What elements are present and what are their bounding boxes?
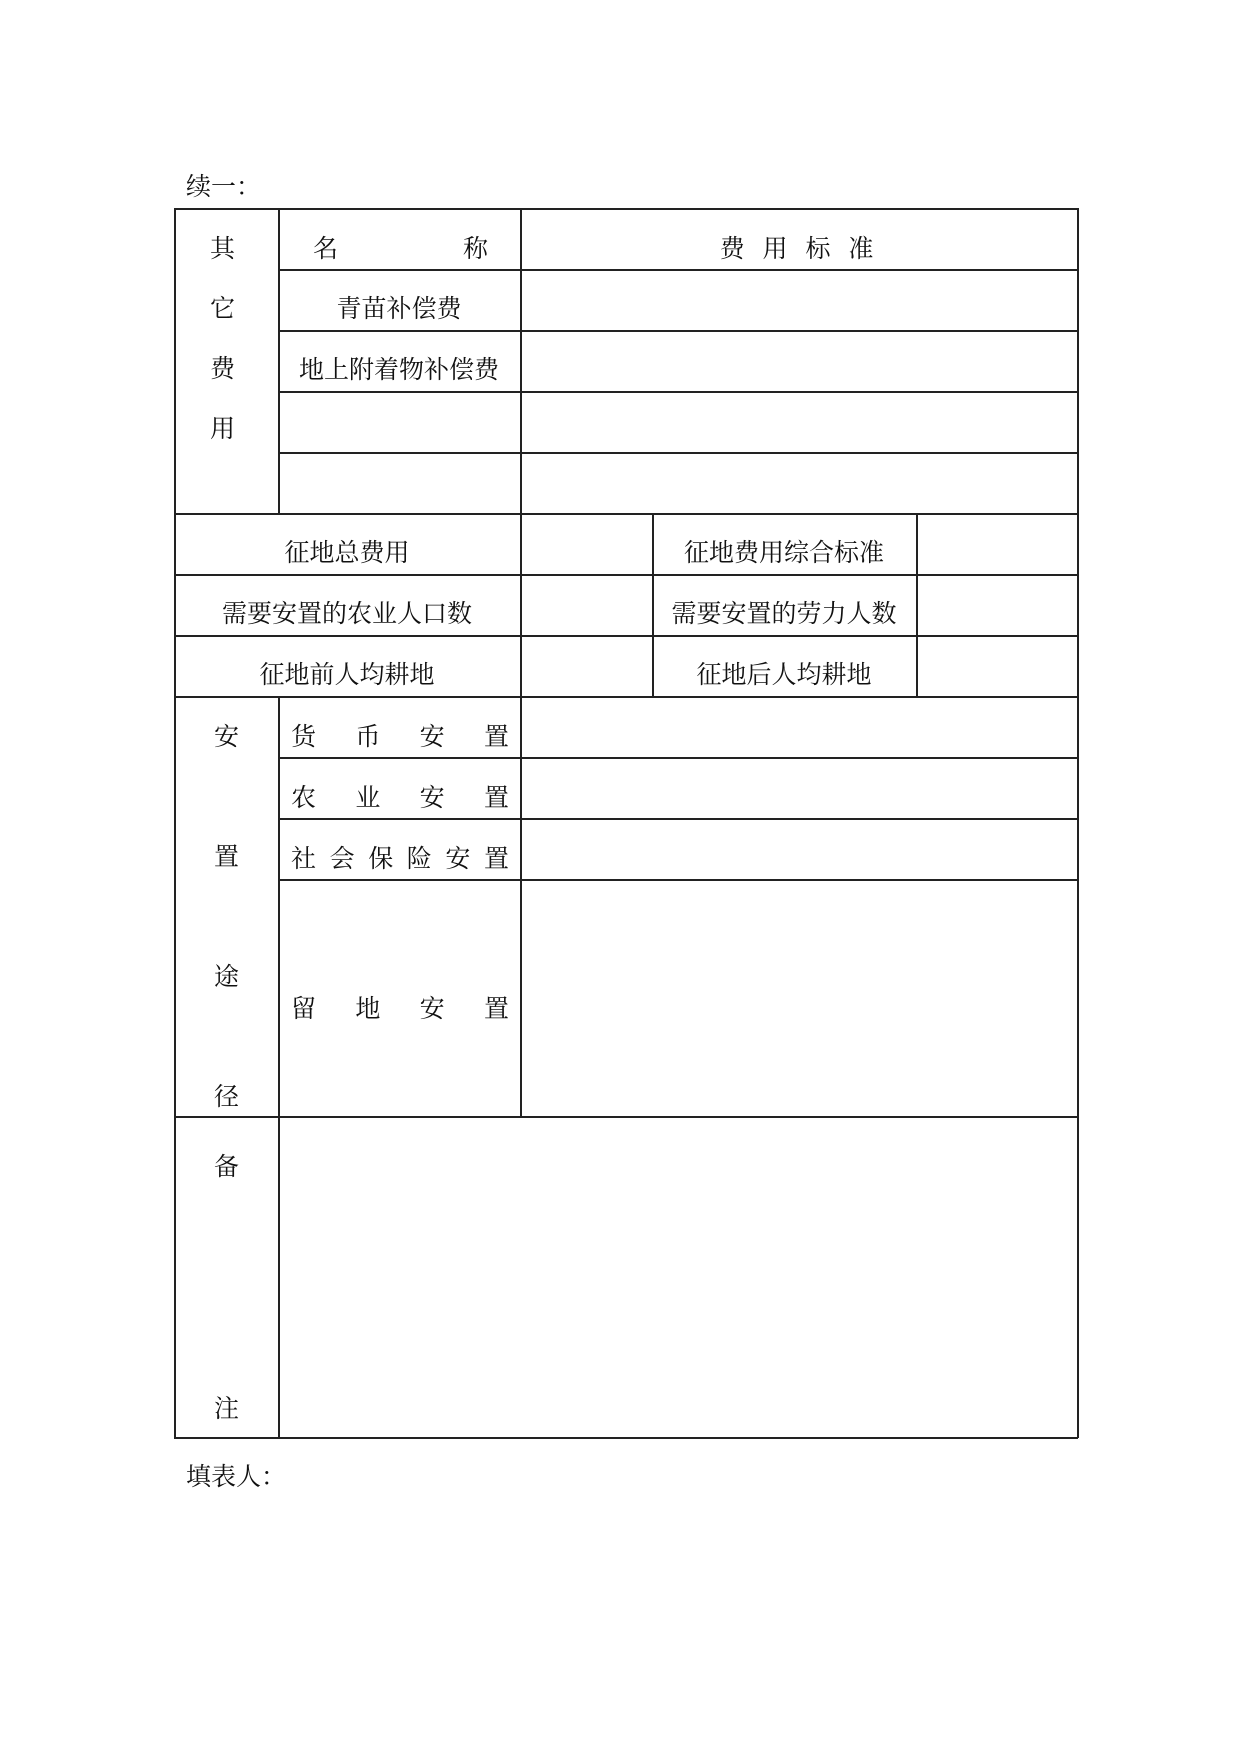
land-before-label: 征地前人均耕地 (259, 660, 435, 689)
resettlement-label-char: 径 (214, 1082, 240, 1111)
label-char: 币 (355, 722, 381, 751)
composite-standard-value[interactable] (917, 514, 1077, 574)
reserved-land-resettlement-value[interactable] (521, 880, 1077, 1116)
label-char: 货 (291, 722, 317, 751)
monetary-resettlement-value[interactable] (521, 697, 1077, 757)
fee-standard-column-header: 费 用 标 准 (719, 234, 879, 263)
fee-standard-value[interactable] (520, 453, 1077, 513)
total-fee-label: 征地总费用 (284, 538, 410, 567)
label-char: 会 (329, 844, 355, 873)
other-fees-label-char: 它 (210, 294, 236, 323)
label-char: 安 (419, 994, 445, 1023)
label-char: 农 (291, 783, 317, 812)
table-border-top (174, 208, 1078, 210)
resettlement-label-char: 途 (214, 962, 240, 991)
name-column-header (313, 234, 488, 264)
other-fees-label-char: 费 (210, 354, 236, 383)
label-char: 安 (445, 844, 471, 873)
remarks-label-char: 备 (214, 1152, 240, 1181)
label-char: 置 (483, 844, 509, 873)
label-char: 险 (406, 844, 432, 873)
agricultural-resettlement-label (291, 783, 509, 813)
fee-item-name-blank[interactable] (279, 453, 520, 513)
table-border-left (174, 208, 176, 1438)
remarks-value[interactable] (279, 1117, 1077, 1437)
label-char: 置 (483, 722, 509, 751)
other-fees-label-char: 其 (210, 234, 236, 263)
fee-item-name-blank[interactable] (279, 392, 520, 452)
agri-population-label: 需要安置的农业人口数 (221, 599, 472, 628)
fee-item-name: 青苗补偿费 (336, 294, 462, 323)
resettlement-label-char: 置 (214, 842, 240, 871)
labor-count-value[interactable] (917, 575, 1077, 635)
resettlement-label-char: 安 (214, 722, 240, 751)
other-fees-label-char: 用 (210, 414, 236, 443)
labor-count-label: 需要安置的劳力人数 (671, 599, 897, 628)
total-fee-value[interactable] (521, 514, 652, 574)
social-insurance-resettlement-label (291, 844, 509, 874)
land-after-value[interactable] (917, 636, 1077, 696)
land-before-value[interactable] (521, 636, 652, 696)
label-char: 留 (291, 994, 317, 1023)
agri-population-value[interactable] (521, 575, 652, 635)
form-filler-caption: 填表人： (186, 1462, 287, 1491)
name-header-char: 名 (313, 234, 339, 263)
land-after-label: 征地后人均耕地 (696, 660, 872, 689)
table-border-right (1077, 208, 1079, 1438)
fee-standard-value[interactable] (520, 392, 1077, 452)
label-char: 保 (368, 844, 394, 873)
label-char: 置 (483, 783, 509, 812)
label-char: 社 (291, 844, 317, 873)
fee-standard-value[interactable] (520, 270, 1077, 330)
label-char: 安 (419, 783, 445, 812)
monetary-resettlement-label (291, 722, 509, 752)
remarks-label-char: 注 (214, 1394, 240, 1423)
table-border-bottom (174, 1437, 1078, 1439)
fee-standard-value[interactable] (520, 331, 1077, 391)
agricultural-resettlement-value[interactable] (521, 758, 1077, 818)
fee-item-name: 地上附着物补偿费 (298, 355, 499, 384)
composite-standard-label: 征地费用综合标准 (683, 538, 884, 567)
label-char: 业 (355, 783, 381, 812)
name-header-char: 称 (462, 234, 488, 263)
label-char: 置 (483, 994, 509, 1023)
continuation-caption: 续一： (186, 172, 262, 201)
social-insurance-resettlement-value[interactable] (521, 819, 1077, 879)
label-char: 安 (419, 722, 445, 751)
reserved-land-resettlement-label (291, 994, 509, 1024)
label-char: 地 (355, 994, 381, 1023)
